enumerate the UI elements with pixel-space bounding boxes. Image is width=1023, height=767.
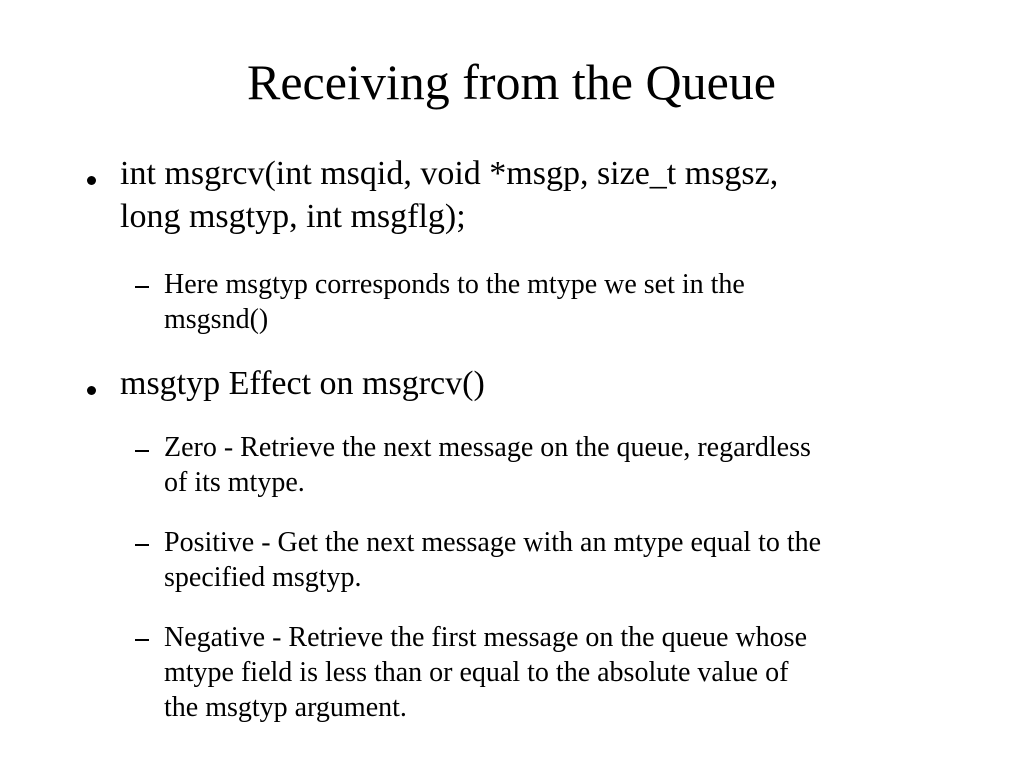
bullet-icon bbox=[87, 176, 96, 185]
dash-icon bbox=[135, 286, 149, 288]
sub-item-line: of its mtype. bbox=[164, 467, 305, 498]
bullet-line: long msgtyp, int msgflg); bbox=[120, 198, 466, 235]
sub-item-text bbox=[164, 267, 984, 337]
bullet-text bbox=[120, 152, 990, 238]
bullet-line: int msgrcv(int msqid, void *msgp, size_t msgsz, bbox=[120, 155, 779, 192]
sub-item-line: Positive - Get the next message with an mtype equal to the bbox=[164, 527, 822, 558]
sub-item-line: mtype field is less than or equal to the absolute value of bbox=[164, 657, 789, 688]
sub-item-line: Negative - Retrieve the first message on the queue whose bbox=[164, 622, 808, 653]
bullet-icon bbox=[87, 386, 96, 395]
sub-item-text bbox=[164, 525, 984, 595]
sub-item-line: Zero - Retrieve the next message on the queue, regardless bbox=[164, 432, 811, 463]
dash-icon bbox=[135, 639, 149, 641]
sub-item-line: specified msgtyp. bbox=[164, 562, 362, 593]
sub-item-line: Here msgtyp corresponds to the mtype we set in the bbox=[164, 269, 745, 300]
sub-item-line: msgsnd() bbox=[164, 304, 269, 335]
bullet-line: msgtyp Effect on msgrcv() bbox=[120, 365, 485, 402]
sub-item-text bbox=[164, 620, 984, 725]
sub-item-line: the msgtyp argument. bbox=[164, 692, 407, 723]
sub-item-text bbox=[164, 430, 984, 500]
bullet-text bbox=[120, 362, 990, 405]
slide-title: Receiving from the Queue bbox=[247, 54, 776, 110]
dash-icon bbox=[135, 450, 149, 452]
dash-icon bbox=[135, 544, 149, 546]
